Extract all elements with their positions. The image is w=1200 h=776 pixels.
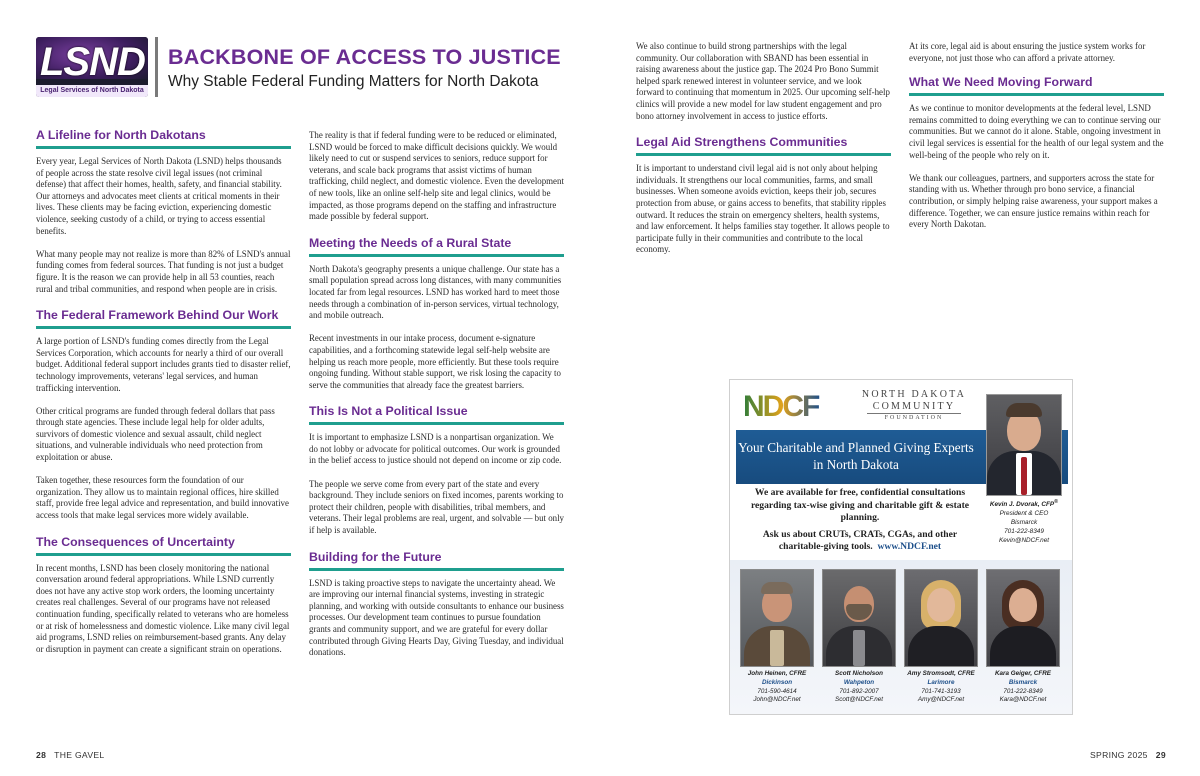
section-heading-rural-state: Meeting the Needs of a Rural State	[309, 235, 512, 250]
section-rule	[36, 326, 291, 329]
team-card	[986, 569, 1060, 705]
team-photo	[822, 569, 896, 667]
team-city: Bismarck	[1008, 678, 1038, 686]
team-phone: 701-590-4614	[757, 687, 797, 695]
paragraph: Other critical programs are funded through federal dollars that pass through state agencies. These include legal help for older adults, survivors of domestic violence and sexual assault, child neglect situations, and vulnerable individuals who need protection from exploitation or abuse.	[36, 405, 275, 463]
publication-name: THE GAVEL	[54, 750, 105, 760]
paragraph: In recent months, LSND has been closely monitoring the national conversation around federal appropriations. While LSND currently does not have any active stop work orders, the looming uncertainty creates real challenges. Several of our programs have not released continuation funding, specifically related to veterans who are homeless or at risk of homelessness and domestic violence. Like many civil legal aid programs, LSND relies on reimbursement-based grants. Any delay or disruption in payment can create a significant strain on operations.	[36, 562, 290, 654]
logo-text: LSND	[40, 40, 145, 84]
team-email[interactable]: Amy@NDCF.net	[917, 696, 965, 704]
section-heading-consequences: The Consequences of Uncertainty	[36, 534, 235, 549]
ceo-name-mark: ®	[1054, 499, 1059, 505]
team-email[interactable]: Scott@NDCF.net	[835, 696, 883, 704]
team-city: Larimore	[927, 678, 955, 686]
ceo-city: Bismarck	[1010, 519, 1038, 527]
paragraph: Every year, Legal Services of North Dakota (LSND) helps thousands of people across the state resolve civil legal issues (not criminal defense) that affect their homes, health, safety, and financial stability. Our attorneys and advocates meet clients at critical moments in their lives. These clients may be facing eviction, experiencing domestic violence, seeking custody of a child, or trying to access essential benefits.	[36, 156, 282, 236]
team-name: Amy Stromsodt, CFRE	[907, 670, 975, 677]
team-photo	[986, 569, 1060, 667]
section-heading-not-political: This Is Not a Political Issue	[309, 404, 468, 419]
team-name: John Heinen, CFRE	[747, 670, 807, 677]
team-name: Scott Nicholson	[835, 670, 883, 677]
page-title: BACKBONE OF ACCESS TO JUSTICE	[168, 45, 561, 69]
logo-line-2: COMMUNITY	[872, 401, 956, 412]
team-email[interactable]: John@NDCF.net	[753, 696, 801, 704]
section-rule	[309, 254, 564, 257]
logo-line-3: FOUNDATION	[867, 413, 961, 423]
paragraph: We also continue to build strong partnerships with the legal community. Our collaboration with SBAND has been essential in raising awareness about the justice gap. The 2024 Pro Bono Summit helped spark renewed interest in volunteer service, and we look forward to continuing that momentum in 2025. Our upcoming self-help clinics will provide a new model for law student engagement and pro bono attorney involvement in access to justice efforts.	[636, 41, 890, 121]
paragraph: LSND is taking proactive steps to navigate the uncertainty ahead. We are improving our internal financial systems, investing in strategic planning, and working with outside consultants to enhance our business processes. Our development team continues to pursue foundation grants and community support, and we are grateful for every dollar contributed through Giving Hearts Day, Giving Tuesday, and individual donations.	[309, 577, 564, 658]
team-card	[740, 569, 814, 705]
team-phone: 701-741-3193	[921, 687, 961, 695]
header-divider	[155, 37, 158, 97]
team-name: Kara Geiger, CFRE	[995, 670, 1051, 677]
ndcf-logo-wordmark	[849, 389, 979, 423]
ceo-email[interactable]: Kevin@NDCF.net	[998, 537, 1050, 545]
column-3	[636, 41, 891, 256]
ad-body-line-2: Ask us about CRUTs, CRATs, CGAs, and other charitable-giving tools.	[762, 528, 958, 552]
paragraph: Recent investments in our intake process, document e-signature capabilities, and a forthcoming statewide legal self-help website are helping us reach more people, more efficiently. But these tools require ongoing funding. Without stable support, we risk losing the capacity to serve the communities that already face the greatest barriers.	[309, 333, 561, 390]
paragraph: We thank our colleagues, partners, and supporters across the state for standing with us. Whether through pro bono service, a financial contribution, or simply helping raise awareness, your support makes a difference. Together, we can ensure justice remains within reach for every North Dakotan.	[909, 172, 1158, 230]
paragraph: The people we serve come from every part of the state and every background. They include seniors on fixed incomes, parents working to protect their children, people with disabilities, tribal members, and veterans. Their legal problems are real, urgent, and solvable — but only if help is available.	[309, 478, 564, 536]
section-rule	[309, 568, 564, 571]
ad-website-link[interactable]: www.NDCF.net	[877, 541, 942, 552]
team-phone: 701-222-8349	[1003, 687, 1043, 695]
column-1	[36, 127, 291, 655]
ndcf-logo-icon	[742, 390, 844, 420]
team-photo	[740, 569, 814, 667]
section-heading-moving-forward: What We Need Moving Forward	[909, 75, 1093, 90]
section-rule	[36, 146, 291, 149]
paragraph: It is important to understand civil legal aid is not only about helping individuals. It strengthens our local communities, farms, and small businesses. When someone avoids eviction, keeps their job, secures protection from abuse, or gains access to benefits, that stability ripples outward. It reduces the strain on emergency shelters, health systems, and law enforcement. It helps families stay together. It allows people to participate fully in their communities and contribute to the local economy.	[636, 163, 890, 255]
column-4	[909, 41, 1164, 231]
section-heading-lifeline: A Lifeline for North Dakotans	[36, 128, 206, 142]
paragraph: As we continue to monitor developments at the federal level, LSND remains committed to doing everything we can to continue serving our communities. But we cannot do it alone. Stable, ongoing investment in civil legal services is essential for the health of our legal system and the well-being of the people who rely on it.	[909, 103, 1164, 160]
ad-body	[744, 487, 976, 554]
section-heading-federal-framework: The Federal Framework Behind Our Work	[36, 308, 279, 323]
ndcf-logo-mark: NDCF	[743, 390, 819, 420]
team-phone: 701-892-2007	[839, 687, 879, 695]
ceo-title: President & CEO	[999, 510, 1049, 518]
ndcf-advertisement	[729, 379, 1073, 715]
ceo-photo	[986, 394, 1062, 496]
paragraph: At its core, legal aid is about ensuring the justice system works for everyone, not just those who can afford a private attorney.	[909, 41, 1146, 63]
team-card	[822, 569, 896, 705]
paragraph: Taken together, these resources form the foundation of our organization. They allow us to maintain regional offices, hire skilled staff, provide free legal advice and representation, and build innovative access tools that make legal services more widely available.	[36, 475, 289, 521]
ad-banner-text: Your Charitable and Planned Giving Experts in North Dakota	[738, 440, 974, 472]
lsnd-logo	[36, 37, 148, 97]
section-heading-strengthens-communities: Legal Aid Strengthens Communities	[636, 135, 848, 150]
ad-body-line-1: We are available for free, confidential consultations regarding tax-wise giving and charitable gift & estate planning.	[750, 487, 970, 523]
page-number-left: 28	[36, 750, 47, 760]
paragraph: North Dakota's geography presents a unique challenge. Our state has a small population spread across long distances, with many communities located far from legal resources. LSND has worked hard to meet those needs through a combination of in-person services, virtual technology, and mobile outreach.	[309, 263, 562, 321]
ceo-phone: 701-222-8349	[1004, 528, 1044, 536]
footer-right	[1090, 749, 1166, 761]
team-photo	[904, 569, 978, 667]
page-subtitle: Why Stable Federal Funding Matters for North Dakota	[168, 73, 539, 90]
issue-label: SPRING 2025	[1090, 750, 1148, 760]
ceo-info	[980, 498, 1068, 545]
column-2	[309, 130, 564, 659]
team-city: Dickinson	[761, 678, 793, 686]
page-number-right: 29	[1155, 750, 1166, 760]
section-rule	[909, 93, 1164, 96]
paragraph: It is important to emphasize LSND is a nonpartisan organization. We do not lobby or advocate for political outcomes. Our work is grounded in the belief access to justice should not depend on income or zip code.	[309, 432, 562, 466]
section-rule	[309, 422, 564, 425]
section-rule	[636, 153, 891, 156]
section-heading-building-future: Building for the Future	[309, 549, 442, 564]
team-card	[904, 569, 978, 705]
paragraph: What many people may not realize is more than 82% of LSND's annual funding comes from federal sources. That funding is not just a budget figure. It is the reason we can provide help in all 53 counties, reach rural and tribal communities, and respond when people are in crisis.	[36, 248, 291, 294]
paragraph: A large portion of LSND's funding comes directly from the Legal Services Corporation, which accounts for nearly a third of our overall budget. Additional federal support includes grants tied to disaster relief, technology improvements, veterans' legal services, and human trafficking intervention.	[36, 336, 291, 393]
logo-line-1: NORTH DAKOTA	[861, 389, 967, 400]
ceo-name: Kevin J. Dvorak, CFP	[989, 501, 1055, 509]
paragraph: The reality is that if federal funding were to be reduced or eliminated, LSND would be forced to make difficult decisions quickly. We would likely need to cut or suspend services to seniors, reduce support for veterans, and scale back programs that assist victims of human trafficking, child neglect, and domestic violence. Even the development of new tools, like an online self-help site and legal clinics, would be impacted, as those programs depend on the staffing and infrastructure made possible by federal support.	[309, 130, 564, 222]
section-rule	[36, 553, 291, 556]
team-city: Wahpeton	[843, 678, 875, 686]
footer-left	[36, 749, 104, 761]
team-email[interactable]: Kara@NDCF.net	[999, 696, 1047, 704]
logo-tagline: Legal Services of North Dakota	[40, 87, 144, 94]
